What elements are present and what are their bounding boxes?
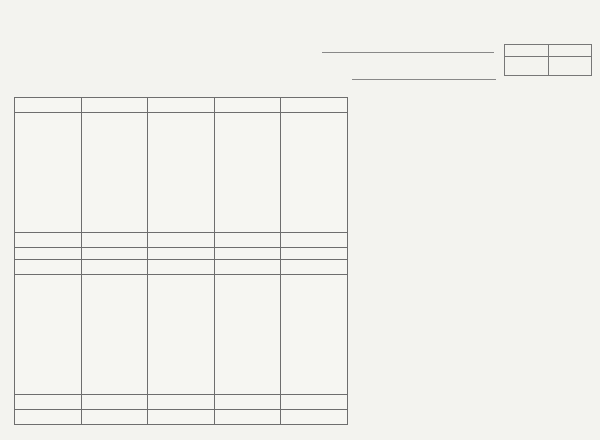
- number-column: [214, 275, 281, 395]
- answer-cell[interactable]: [15, 410, 82, 425]
- section-a-top-grid: [14, 97, 348, 263]
- answer-cell[interactable]: [148, 395, 215, 410]
- number-column: [281, 275, 348, 395]
- number-column: [148, 113, 215, 233]
- date-underline: [352, 79, 496, 80]
- number-column: [81, 275, 148, 395]
- number-column: [15, 113, 82, 233]
- answer-cell[interactable]: [281, 233, 348, 248]
- score-box: [504, 44, 592, 76]
- answer-cell[interactable]: [148, 410, 215, 425]
- answer-cell[interactable]: [15, 233, 82, 248]
- answer-cell[interactable]: [281, 395, 348, 410]
- column-header: [281, 98, 348, 113]
- answer-cell[interactable]: [148, 233, 215, 248]
- score-header-rule: [505, 56, 591, 57]
- answer-cell[interactable]: [214, 395, 281, 410]
- number-column: [214, 113, 281, 233]
- answer-cell[interactable]: [214, 410, 281, 425]
- column-header: [81, 260, 148, 275]
- column-header: [15, 260, 82, 275]
- column-header: [15, 98, 82, 113]
- number-column: [148, 275, 215, 395]
- column-header: [214, 260, 281, 275]
- number-column: [15, 275, 82, 395]
- answer-cell[interactable]: [281, 410, 348, 425]
- name-underline: [322, 52, 494, 53]
- answer-cell[interactable]: [15, 395, 82, 410]
- column-header: [281, 260, 348, 275]
- column-header: [214, 98, 281, 113]
- answer-cell[interactable]: [81, 395, 148, 410]
- answer-cell[interactable]: [81, 410, 148, 425]
- score-divider: [548, 45, 549, 75]
- number-column: [281, 113, 348, 233]
- column-header: [81, 98, 148, 113]
- answer-cell[interactable]: [214, 233, 281, 248]
- column-header: [148, 260, 215, 275]
- number-column: [81, 113, 148, 233]
- answer-cell[interactable]: [81, 233, 148, 248]
- section-a-bottom-grid: [14, 259, 348, 425]
- column-header: [148, 98, 215, 113]
